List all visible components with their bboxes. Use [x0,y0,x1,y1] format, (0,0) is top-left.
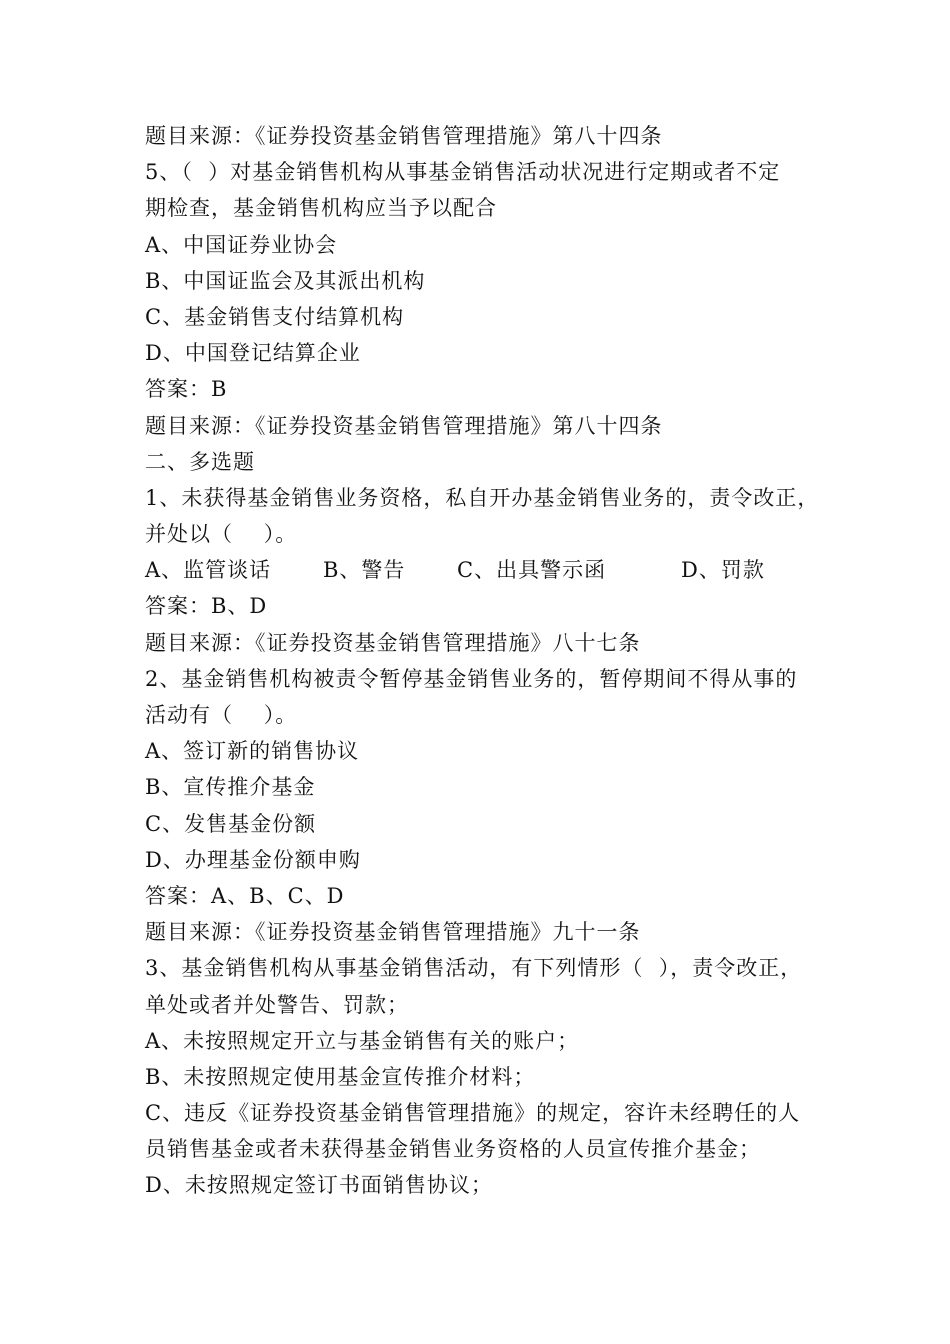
option-d: D、罚款 [681,558,765,583]
option-b: B、未按照规定使用基金宣传推介材料； [145,1064,536,1089]
answer-line: 答案：B [145,377,228,402]
option-c: C、出具警示函 [457,558,607,583]
question-1-text-cont: 并处以（ ）。 [145,522,298,547]
option-c-cont: 员销售基金或者未获得基金销售业务资格的人员宣传推介基金； [145,1137,761,1162]
option-b: B、警告 [323,558,406,583]
question-5-text: 5、（ ）对基金销售机构从事基金销售活动状况进行定期或者不定 [145,160,781,185]
question-5-text-cont: 期检查，基金销售机构应当予以配合 [145,196,497,221]
option-c: C、违反《证券投资基金销售管理措施》的规定，容许未经聘任的人 [145,1101,801,1126]
document-body [145,118,835,1204]
question-3-text-cont: 单处或者并处警告、罚款； [145,992,409,1017]
source-line: 题目来源：《证券投资基金销售管理措施》八十七条 [145,630,641,655]
option-a: A、未按照规定开立与基金销售有关的账户； [145,1028,580,1053]
question-2-text: 2、基金销售机构被责令暂停基金销售业务的，暂停期间不得从事的 [145,666,798,691]
question-2-text-cont: 活动有（ ）。 [145,703,298,727]
question-1-text: 1、未获得基金销售业务资格，私自开办基金销售业务的，责令改正， [145,485,820,510]
option-a: A、中国证券业协会 [145,232,338,257]
option-a: A、签订新的销售协议 [145,739,360,764]
answer-line: 答案：A、B、C、D [145,883,345,908]
option-c: C、基金销售支付结算机构 [145,304,405,329]
source-line: 题目来源：《证券投资基金销售管理措施》第八十四条 [145,413,663,438]
option-d: D、未按照规定签订书面销售协议； [145,1173,493,1198]
source-line: 题目来源：《证券投资基金销售管理措施》九十一条 [145,920,641,945]
answer-line: 答案：B、D [145,594,268,619]
option-c: C、发售基金份额 [145,811,317,836]
option-b: B、宣传推介基金 [145,775,316,800]
option-a: A、监管谈话 [145,558,272,583]
option-d: D、办理基金份额申购 [145,847,361,872]
question-3-text: 3、基金销售机构从事基金销售活动，有下列情形（ ），责令改正， [145,956,803,981]
source-line: 题目来源：《证券投资基金销售管理措施》第八十四条 [145,124,663,148]
option-b: B、中国证监会及其派出机构 [145,268,426,293]
section-heading: 二、多选题 [145,449,255,474]
option-d: D、中国登记结算企业 [145,341,361,366]
question-1-options [145,552,835,588]
